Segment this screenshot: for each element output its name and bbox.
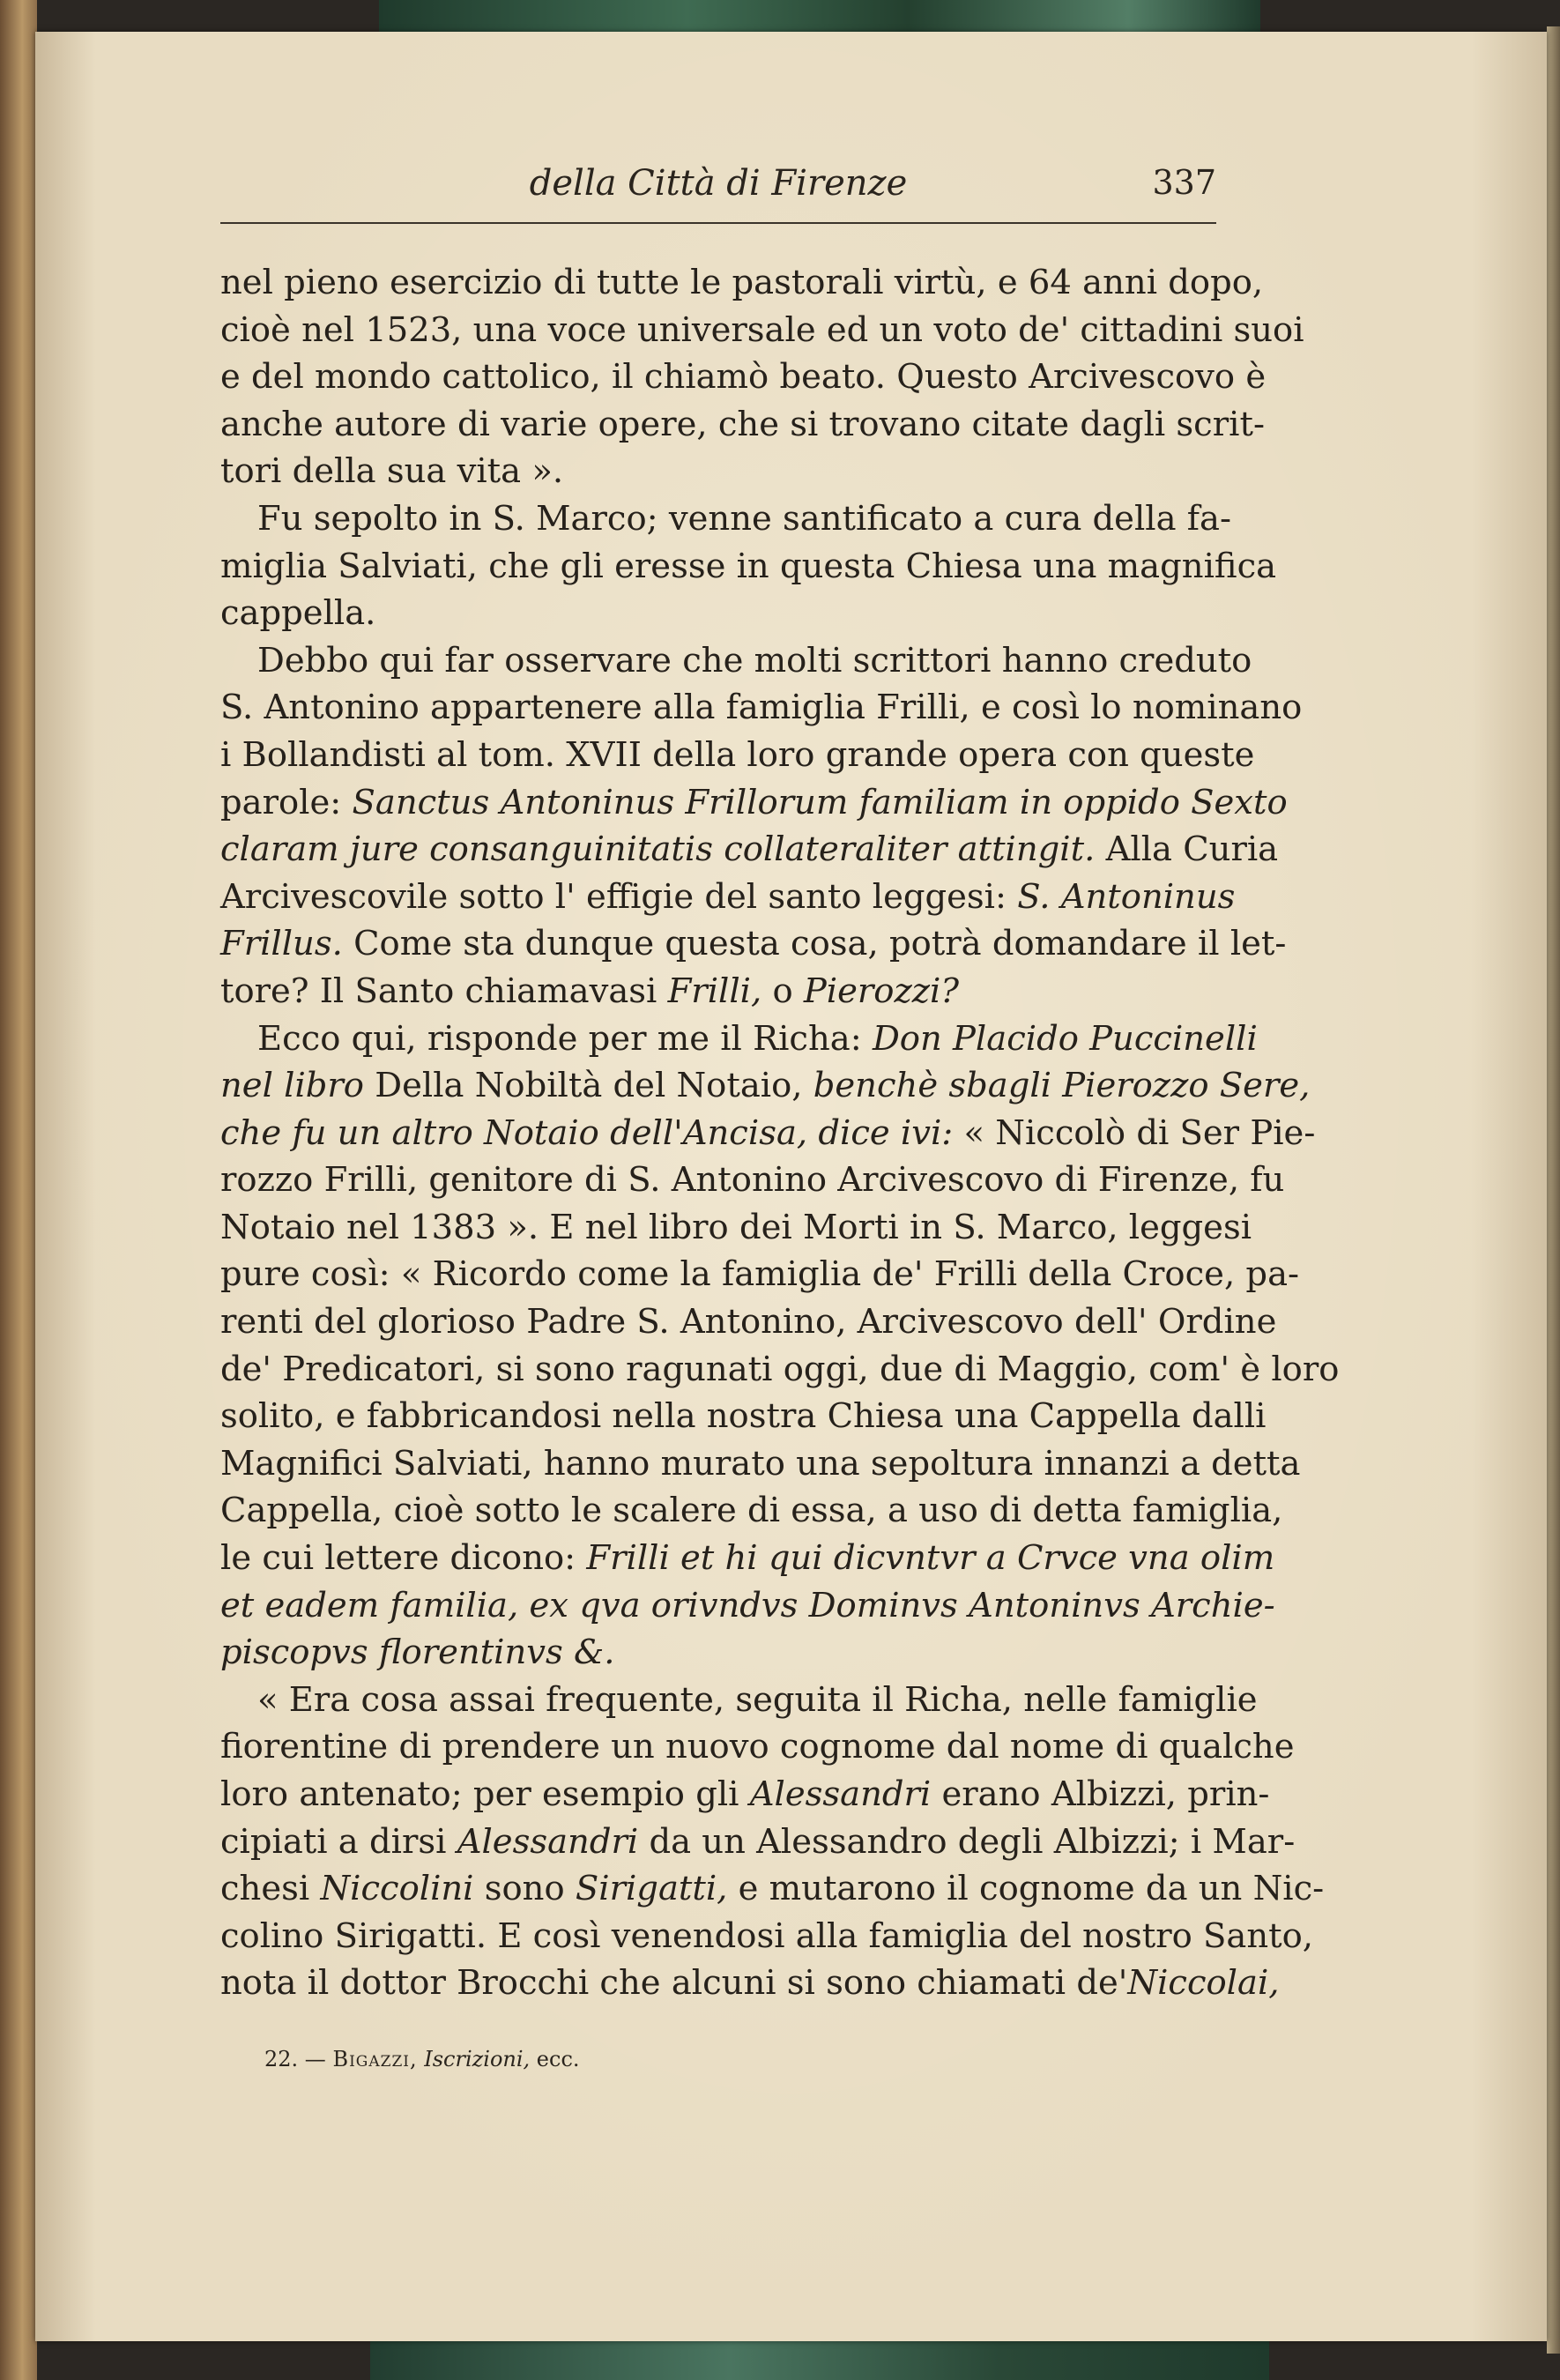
text-line: parole: Sanctus Antoninus Frillorum familiam in oppido Sexto [220,782,1288,822]
header-rule [220,222,1216,224]
text-line: Cappella, cioè sotto le scalere di essa, a uso di detta famiglia, [220,1491,1283,1531]
text-line: de' Predicatori, si sono ragunati oggi, due di Maggio, com' è loro [220,1349,1340,1389]
footer-work: Iscrizioni, [417,2047,531,2071]
text-line: Notaio nel 1383 ». E nel libro dei Morti in S. Marco, leggesi [220,1207,1252,1247]
text-line: Debbo qui far osservare che molti scrittori hanno creduto [257,640,1252,681]
text-line: tori della sua vita ». [220,451,564,492]
text-line: « Era cosa assai frequente, seguita il Richa, nelle famiglie [257,1679,1258,1720]
text-line: Frillus. Come sta dunque questa cosa, potrà domandare il let- [220,924,1287,964]
text-line: e del mondo cattolico, il chiamò beato. Questo Arcivescovo è [220,357,1267,398]
page-number: 337 [1152,163,1216,202]
text-line: cappella. [220,593,376,634]
text-line: che fu un altro Notaio dell'Ancisa, dice ivi: « Niccolò di Ser Pie- [220,1112,1316,1153]
text-line: et eadem familia, ex qva orivndvs Dominvs Antoninvs Archie- [220,1585,1275,1625]
text-line: nel libro Della Nobiltà del Notaio, benchè sbagli Pierozzo Sere, [220,1066,1311,1106]
text-line: loro antenato; per esempio gli Alessandri erano Albizzi, prin- [220,1774,1270,1814]
text-line: rozzo Frilli, genitore di S. Antonino Arcivescovo di Firenze, fu [220,1160,1285,1201]
book-spine-edge [0,0,37,2380]
footer-rest: ecc. [530,2047,580,2071]
text-line: pure così: « Ricordo come la famiglia de' Frilli della Croce, pa- [220,1254,1300,1295]
text-line: Arcivescovile sotto l' effigie del santo leggesi: S. Antoninus [220,876,1236,917]
text-line: chesi Niccolini sono Sirigatti, e mutarono il cognome da un Nic- [220,1869,1325,1909]
text-line: miglia Salviati, che gli eresse in questa Chiesa una magnifica [220,546,1277,586]
text-line: anche autore di varie opere, che si trovano citate dagli scrit- [220,404,1265,444]
page-edge-right [1547,26,1560,2354]
text-line: Fu sepolto in S. Marco; venne santificato a cura della fa- [257,498,1231,539]
text-line: nota il dottor Brocchi che alcuni si sono chiamati de'Niccolai, [220,1963,1280,2004]
text-line: colino Sirigatti. E così venendosi alla famiglia del nostro Santo, [220,1915,1314,1956]
body-text [220,259,1340,2007]
text-line: piscopvs florentinvs &. [220,1633,615,1673]
text-line: Magnifici Salviati, hanno murato una sepoltura innanzi a detta [220,1443,1301,1484]
running-header [220,163,1216,216]
text-line: le cui lettere dicono: Frilli et hi qui dicvntvr a Crvce vna olim [220,1538,1275,1579]
book-cover-bottom [370,2336,1269,2380]
text-line: solito, e fabbricandosi nella nostra Chiesa una Cappella dalli [220,1396,1267,1437]
text-line: claram jure consanguinitatis collateraliter attingit. Alla Curia [220,829,1279,870]
running-title: della Città di Firenze [529,163,908,204]
text-line: cipiati a dirsi Alessandri da un Alessandro degli Albizzi; i Mar- [220,1821,1296,1862]
signature-footer [264,2047,881,2071]
text-line: Ecco qui, risponde per me il Richa: Don Placido Puccinelli [257,1018,1258,1059]
signature-mark: 22. — [264,2047,333,2071]
text-line: S. Antonino appartenere alla famiglia Frilli, e così lo nominano [220,688,1303,728]
footer-author: Bigazzi, [332,2047,418,2071]
text-line: nel pieno esercizio di tutte le pastorali virtù, e 64 anni dopo, [220,263,1264,302]
text-line: tore? Il Santo chiamavasi Frilli, o Pierozzi? [220,971,959,1011]
text-line: renti del glorioso Padre S. Antonino, Arcivescovo dell' Ordine [220,1302,1277,1342]
text-line: i Bollandisti al tom. XVII della loro grande opera con queste [220,734,1255,775]
text-line: fiorentine di prendere un nuovo cognome dal nome di qualche [220,1727,1295,1767]
text-line: cioè nel 1523, una voce universale ed un voto de' cittadini suoi [220,309,1304,350]
